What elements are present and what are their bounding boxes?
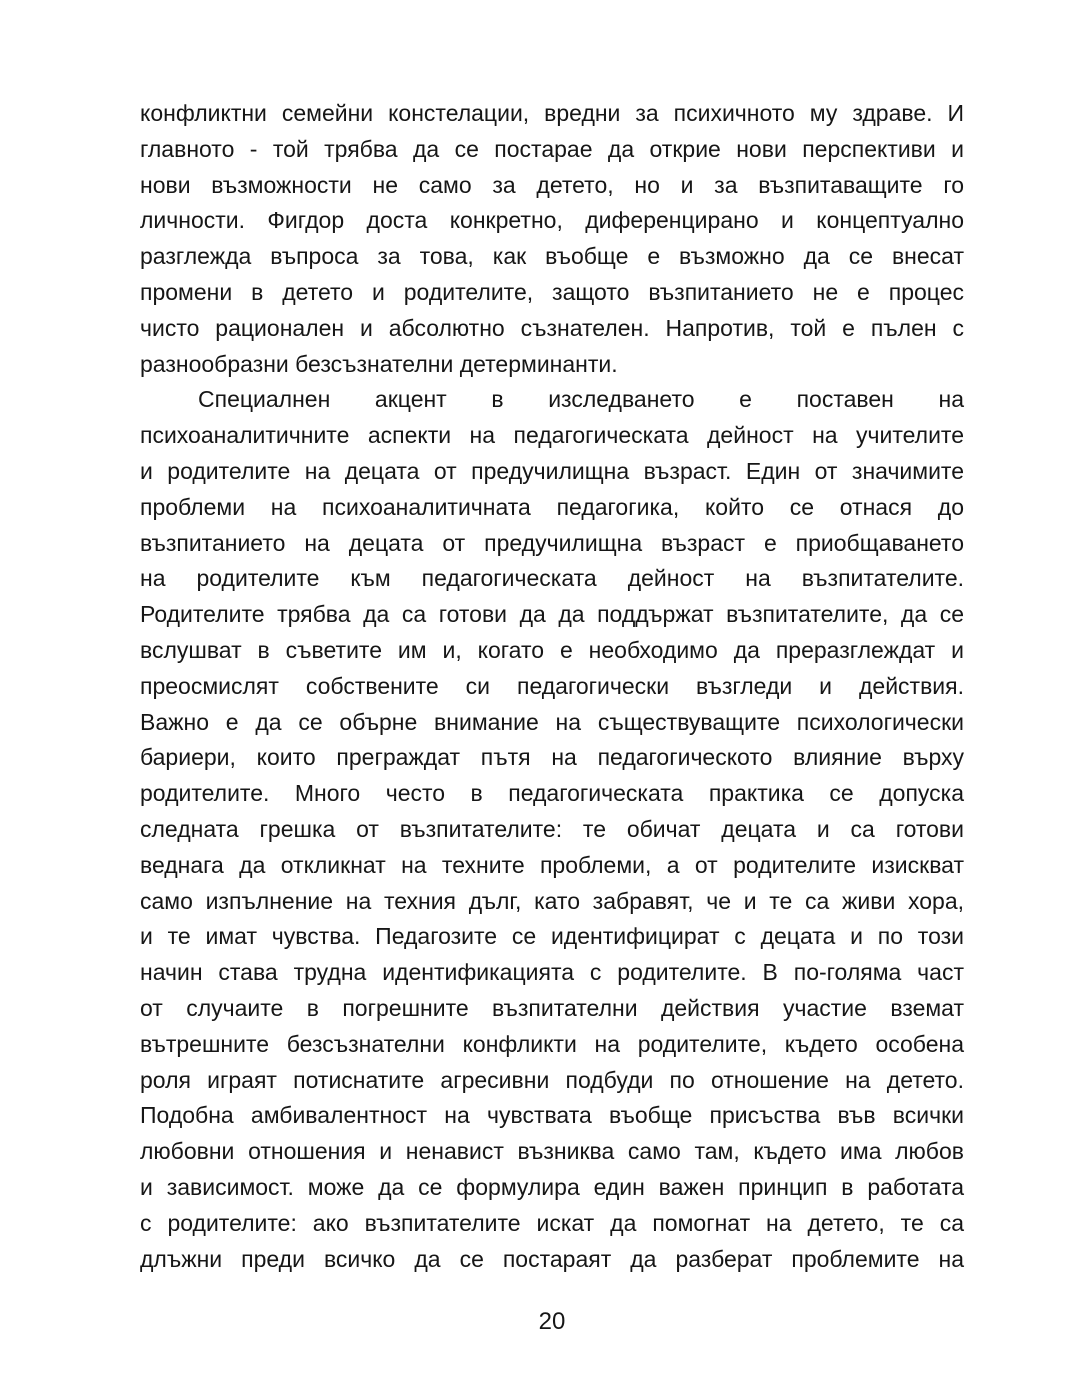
text-line: главното - той трябва да се постарае да открие нови перспективи и <box>140 135 964 162</box>
text-line: веднага да откликнат на техните проблеми, а от родителите изискват <box>140 851 964 878</box>
text-line: психоаналитичните аспекти на педагогическата дейност на учителите <box>140 422 964 449</box>
text-line: начин става трудна идентификацията с родителите. В по-голяма част <box>140 959 964 986</box>
text-line: Важно е да се обърне внимание на съществуващите психологически <box>140 708 964 735</box>
text-line: личности. Фигдор доста конкретно, диференцирано и концептуално <box>140 207 964 234</box>
text-line: Специалнен акцент в изследването е поставен на <box>198 386 964 413</box>
text-line: възпитанието на децата от предучилищна възраст е приобщаването <box>140 529 964 556</box>
text-line: конфликтни семейни констелации, вредни за психичното му здраве. И <box>140 100 964 126</box>
text-line: следната грешка от възпитателите: те обичат децата и са готови <box>140 815 964 842</box>
document-body <box>140 96 964 1277</box>
text-line: от случаите в погрешните възпитателни действия участие вземат <box>140 994 964 1021</box>
text-line: Родителите трябва да са готови да да поддържат възпитателите, да се <box>140 601 964 628</box>
text-line: разглежда въпроса за това, как въобще е възможно да се внесат <box>140 243 964 270</box>
text-line: вътрешните безсъзнателни конфликти на родителите, където особена <box>140 1030 964 1057</box>
text-line: вслушват в съветите им и, когато е необходимо да преразглеждат и <box>140 636 964 663</box>
text-line: на родителите към педагогическата дейност на възпитателите. <box>140 565 964 592</box>
text-line: чисто рационален и абсолютно съзнателен. Напротив, той е пълен с <box>140 314 964 341</box>
text-line: нови възможности не само за детето, но и за възпитаващите го <box>140 171 964 198</box>
text-line: длъжни преди всичко да се постараят да разберат проблемите на <box>140 1245 964 1272</box>
page-footer <box>140 1308 964 1336</box>
text-line: любовни отношения и ненавист възниква само там, където има любов <box>140 1138 964 1165</box>
text-line: и зависимост. може да се формулира един важен принцип в работата <box>140 1173 964 1200</box>
text-line: с родителите: ако възпитателите искат да помогнат на детето, те са <box>140 1209 964 1236</box>
text-line: бариери, които преграждат пътя на педагогическото влияние върху <box>140 744 964 771</box>
text-line: разнообразни безсъзнателни детерминанти. <box>140 350 618 377</box>
text-line: промени в детето и родителите, защото възпитанието не е процес <box>140 278 964 305</box>
text-line: само изпълнение на техния дълг, като забравят, че и те са живи хора, <box>140 887 964 914</box>
text-line: роля играят потиснатите агресивни подбуди по отношение на детето. <box>140 1066 964 1093</box>
page-number: 20 <box>538 1308 566 1335</box>
text-line: проблеми на психоаналитичната педагогика, който се отнася до <box>140 493 964 520</box>
text-line: преосмислят собствените си педагогически възгледи и действия. <box>140 672 964 699</box>
text-line: и те имат чувства. Педагозите се идентифицират с децата и по този <box>140 923 964 950</box>
text-line: родителите. Много често в педагогическата практика се допуска <box>140 780 964 807</box>
text-line: Подобна амбивалентност на чувствата въобще присъства във всички <box>140 1102 964 1129</box>
text-line: и родителите на децата от предучилищна възраст. Един от значимите <box>140 457 964 484</box>
